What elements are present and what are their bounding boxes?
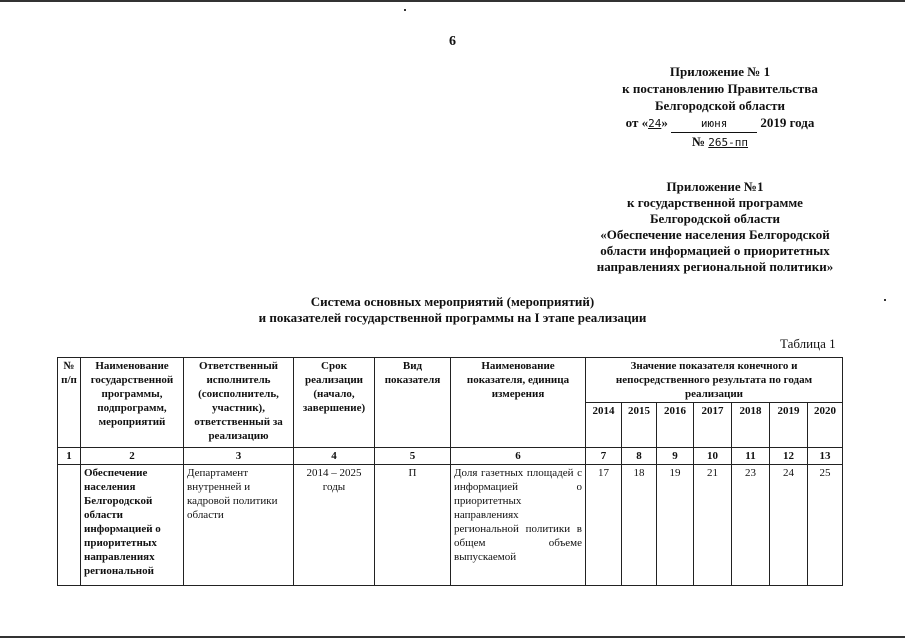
row-term: 2014 – 2025 годы <box>294 465 375 586</box>
header-year: 2018 <box>732 403 770 448</box>
row-value: 18 <box>622 465 657 586</box>
header-year: 2019 <box>770 403 808 448</box>
column-number: 7 <box>586 448 622 465</box>
row-value: 21 <box>694 465 732 586</box>
column-number: 12 <box>770 448 808 465</box>
appendix-1-line3: Белгородской области <box>654 98 786 113</box>
column-number: 6 <box>451 448 586 465</box>
page-number: 6 <box>449 34 456 49</box>
appendix-2-line: к государственной программе <box>627 195 803 210</box>
column-number: 5 <box>375 448 451 465</box>
row-value: 23 <box>732 465 770 586</box>
date-day: 24 <box>648 117 662 130</box>
date-prefix: от « <box>625 115 649 130</box>
header-year: 2020 <box>808 403 843 448</box>
row-kind: П <box>375 465 451 586</box>
header-year: 2017 <box>694 403 732 448</box>
column-numbers-row <box>58 448 843 465</box>
column-number: 13 <box>808 448 843 465</box>
column-number: 10 <box>694 448 732 465</box>
scan-bottom-edge <box>0 636 905 638</box>
date-year: 2019 года <box>760 115 815 130</box>
number-value: 265-пп <box>708 136 749 149</box>
scan-speck <box>404 9 406 11</box>
date-month: июня <box>700 117 728 130</box>
row-num <box>58 465 81 586</box>
header-indicator: Наименование показателя, единица измерения <box>451 358 586 448</box>
row-program: Обеспечение населения Белгородской области информацией о приоритетных направлениях региональной <box>81 465 184 586</box>
appendix-1-line1: Приложение № 1 <box>669 64 771 79</box>
row-value: 25 <box>808 465 843 586</box>
table-label: Таблица 1 <box>780 336 836 351</box>
column-number: 8 <box>622 448 657 465</box>
header-program: Наименование государственной программы, подпрограмм, мероприятий <box>81 358 184 448</box>
appendix-1-date <box>560 114 880 133</box>
column-number: 9 <box>657 448 694 465</box>
appendix-1-block <box>560 63 880 151</box>
column-number: 11 <box>732 448 770 465</box>
indicators-table <box>57 357 843 586</box>
header-num: № п/п <box>58 358 81 448</box>
appendix-2-line: «Обеспечение населения Белгородской <box>600 227 830 242</box>
header-values-group: Значение показателя конечного и непосредственного результата по годам реализации <box>586 358 843 403</box>
header-term: Срок реализации (начало, завершение) <box>294 358 375 448</box>
date-month-blank <box>671 114 757 133</box>
row-value: 17 <box>586 465 622 586</box>
column-number: 3 <box>184 448 294 465</box>
appendix-1-line2: к постановлению Правительства <box>622 81 818 96</box>
header-year: 2014 <box>586 403 622 448</box>
header-year: 2015 <box>622 403 657 448</box>
title-line2: и показателей государственной программы на I этапе реализации <box>258 310 647 325</box>
row-indicator: Доля газетных площадей с информацией о приоритетных направлениях региональной политики в общем объеме выпускаемой <box>451 465 586 586</box>
appendix-2-line: области информацией о приоритетных <box>600 243 830 258</box>
table-header-row <box>58 358 843 403</box>
table-row <box>58 465 843 586</box>
appendix-2-line: Белгородской области <box>649 211 781 226</box>
title-line1: Система основных мероприятий (мероприятий) <box>310 294 595 309</box>
document-title <box>0 294 905 326</box>
column-number: 4 <box>294 448 375 465</box>
appendix-2-line: направлениях региональной политики» <box>596 259 834 274</box>
row-responsible: Департамент внутренней и кадровой политики области <box>184 465 294 586</box>
number-prefix: № <box>691 134 706 149</box>
appendix-2-block <box>560 179 870 275</box>
header-kind: Вид показателя <box>375 358 451 448</box>
column-number: 2 <box>81 448 184 465</box>
appendix-2-line: Приложение №1 <box>666 179 764 194</box>
header-year: 2016 <box>657 403 694 448</box>
row-value: 19 <box>657 465 694 586</box>
appendix-1-number <box>560 133 880 151</box>
column-number: 1 <box>58 448 81 465</box>
date-mid: » <box>661 115 668 130</box>
header-responsible: Ответственный исполнитель (соисполнитель, участник), ответственный за реализацию <box>184 358 294 448</box>
scan-top-edge <box>0 0 905 2</box>
row-value: 24 <box>770 465 808 586</box>
